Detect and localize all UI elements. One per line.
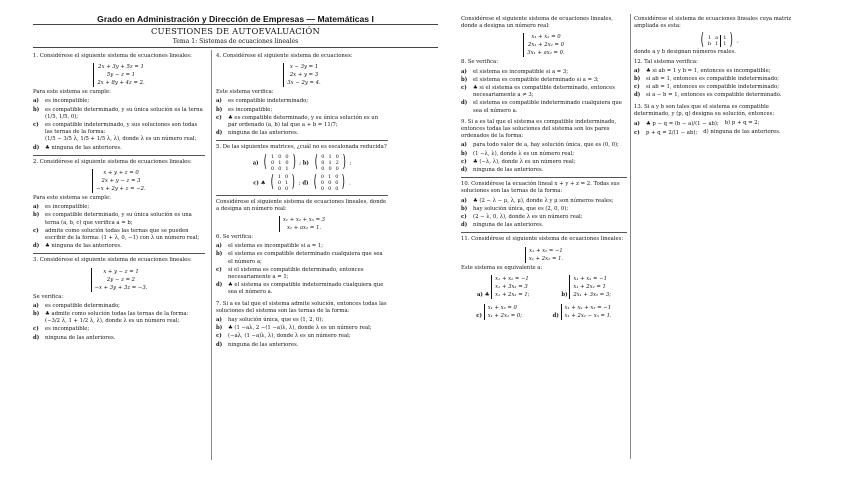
q11-system: [525, 247, 563, 263]
q5-matrix-b: ( 0 1 0 0 1 2 0 0 0 ): [314, 152, 346, 173]
question-13: [634, 104, 802, 139]
right-page: [456, 0, 848, 477]
question-8: [461, 16, 627, 115]
column-c: [461, 16, 627, 322]
q9-option-c[interactable]: c) ♣ (−λ, λ), donde λ es un número real;: [461, 158, 576, 165]
q5-matrix-c: ( 1 0 0 1 0 0 ): [270, 172, 296, 193]
q2-eq1: x + y + z = 0: [103, 170, 139, 177]
q10-option-b[interactable]: b) hay solución única, que es (2, 0, 0);: [461, 205, 569, 212]
q12-intro: Considérese el sistema de ecuaciones lineales cuya matriz ampliada es esta:: [634, 16, 792, 30]
column-b: [216, 53, 388, 350]
q8-option-c[interactable]: c) ♣ si el sistema es compatible determinado, entonces necesariamente a ≠ 3;: [461, 85, 615, 99]
q5-matrix-d: ( 0 1 0 0 0 0 0 0 0 ): [313, 172, 346, 193]
q13-option-b[interactable]: b) p + q = 2;: [724, 120, 760, 127]
q1-eq1: 2x + 3y + 5z = 1: [98, 64, 144, 71]
left-page: [33, 0, 438, 477]
q1-system: [93, 63, 144, 87]
q6-option-d[interactable]: d) ♣ el sistema es compatible indeterminado cualquiera que sea el número a.: [216, 282, 384, 296]
q10-option-a[interactable]: a) ♣ (2 − λ − μ, λ, μ), donde λ y μ son números reales;: [461, 197, 614, 204]
column-divider: [211, 50, 212, 460]
q9-stem: 9. Si a es tal que el sistema es compatible indeterminado, entonces todas las soluciones del sistema son los pares ordenados de la forma:: [461, 118, 617, 140]
q2-option-d[interactable]: d) ♣ ninguna de las anteriores.: [33, 243, 122, 250]
q12-option-b[interactable]: b) si ab = 1, entonces es compatible indeterminado;: [634, 76, 780, 83]
q12-after: donde a y b designan números reales.: [634, 49, 736, 56]
q2-system: [92, 169, 146, 193]
q3-eq2: 2y − z = 2: [106, 276, 136, 283]
header-rule-top: [33, 24, 438, 25]
question-4: [216, 53, 388, 137]
q10-option-c[interactable]: c) (2 − λ, 0, λ), donde λ es un número real;: [461, 214, 583, 221]
q6-option-c[interactable]: c) si el sistema es compatible determinado, entonces necesariamente a = 1;: [216, 266, 364, 281]
q2-eq2: 2x + y − z = 3: [101, 178, 141, 185]
separator: [461, 177, 627, 178]
column-divider: [630, 14, 631, 459]
q2-option-b[interactable]: b) es compatible determinado, y su única solución es una terna (a, b, c) que verifica a = b;: [33, 212, 192, 226]
q5-label-d[interactable]: d): [302, 180, 309, 187]
document-subtitle: CUESTIONES DE AUTOEVALUACIÓN: [150, 26, 321, 36]
separator: [216, 195, 388, 196]
separator: [461, 232, 627, 233]
q4-option-d[interactable]: d) ninguna de las anteriores.: [216, 130, 299, 137]
q3-stem: 3. Considérese el siguiente sistema de ecuaciones lineales:: [33, 257, 192, 264]
q6-stem: 6. Se verifica:: [216, 234, 253, 241]
question-6: [216, 199, 388, 297]
q7-option-c[interactable]: c) (−aλ, (1 −a)λ, λ), donde λ es un número real;: [216, 333, 351, 340]
document-title: Grado en Administración y Dirección de Empresas — Matemáticas I: [97, 14, 374, 24]
q11-eq1: x₁ + x₂ = −1: [529, 247, 563, 254]
q8-stem: 8. Se verifica:: [461, 59, 498, 66]
q10-option-d[interactable]: d) ninguna de las anteriores.: [461, 222, 544, 229]
q11-lead: Este sistema es equivalente a:: [461, 264, 543, 271]
question-2: [33, 159, 205, 251]
question-10: [461, 181, 627, 229]
question-11: [461, 236, 627, 321]
q4-option-b[interactable]: b) es incompatible;: [216, 106, 273, 113]
question-9: [461, 119, 627, 174]
q2-stem: 2. Considérese el siguiente sistema de ecuaciones lineales:: [33, 158, 192, 165]
q1-option-b[interactable]: b) es compatible determinado, y su única solución es la terna (1/5, 1/5, 0);: [33, 106, 203, 120]
q6-system: [279, 216, 325, 232]
q10-stem: 10. Considérese la ecuación lineal x + y + z = 2. Todas sus soluciones son las ternas de la forma:: [461, 181, 620, 195]
q1-eq3: 2x + 8y + 4z = 2.: [97, 80, 145, 87]
q9-option-d[interactable]: d) ninguna de las anteriores.: [461, 167, 544, 174]
column-a: [33, 53, 205, 343]
q6-eq1: x₁ + x₂ + x₃ = 3: [282, 217, 326, 224]
q4-eq1: x − 3y = 1: [289, 64, 319, 71]
q1-lead: Para este sistema se cumple:: [33, 89, 111, 96]
q4-lead: Este sistema verifica:: [216, 89, 274, 96]
q13-stem: 13. Si a y b son tales que el sistema es compatible determinado, y (p, q) designa su solución, entonces:: [634, 103, 775, 117]
q8-system: [523, 33, 564, 57]
q4-option-c[interactable]: c) ♣ es compatible determinado, y su única solución es un par ordenado (a, b) tal que a + b = 11/7;: [216, 114, 379, 129]
q1-stem: 1. Considérese el siguiente sistema de ecuaciones lineales:: [33, 53, 192, 59]
q12-stem: 12. Tal sistema verifica:: [634, 58, 698, 65]
q2-lead: Para este sistema se cumple:: [33, 195, 111, 202]
q3-system: [91, 268, 148, 292]
q4-eq2: 2x + y = 3: [289, 72, 319, 79]
q1-option-d[interactable]: d) ♣ ninguna de las anteriores.: [33, 144, 122, 151]
header-rule-bottom: [33, 47, 438, 48]
q4-option-a[interactable]: a) es compatible indeterminado;: [216, 98, 309, 105]
q7-option-a[interactable]: a) hay solución única, que es (1, 2, 0);: [216, 317, 324, 324]
q7-option-b[interactable]: b) ♣ (1 −aλ, 2 −(1 −a)λ, λ), donde λ es un número real;: [216, 325, 372, 332]
q4-eq3: 3x − 2y = 4.: [287, 80, 321, 87]
q13-option-a[interactable]: a) ♣ p − q = (b − a)/(1 − ab);: [634, 121, 719, 128]
q8-eq2: 2x₁ + 2x₂ = 0: [528, 42, 564, 49]
question-5: 5. De las siguientes matrices, ¿cuál no es escalonada reducida? a) ( 1 0 0 0 1 0 0 0 1 ) ; b) ( 0 1 0 0 1 2 0 0 0 ) ; c) ♣ ( 1 0 0 1 0 0 ) ; d) ( 0 1 0 0 0 0 0 0 0 ) .: [216, 144, 387, 193]
q9-option-a[interactable]: a) para todo valor de a, hay solución única, que es (0, 0);: [461, 142, 619, 149]
q1-eq2: 5y − z = 1: [106, 72, 136, 79]
question-3: [33, 257, 205, 341]
q11-eq2: x₁ + 2x₂ = 1.: [528, 255, 564, 262]
column-d: [634, 16, 802, 138]
q7-stem: 7. Si a es tal que el sistema admite solución, entonces todas las soluciones del sistema son las ternas de la forma:: [216, 300, 387, 314]
q2-option-a[interactable]: a) es incompatible;: [33, 204, 90, 211]
q13-option-d[interactable]: d) ninguna de las anteriores.: [703, 129, 781, 136]
q13-row-1: [634, 120, 802, 129]
q8-option-a[interactable]: a) el sistema es incompatible si a = 3;: [461, 68, 569, 75]
question-7: [216, 301, 388, 349]
q8-eq3: 3x₁ + ax₂ = 0.: [527, 50, 565, 57]
q11-option-c[interactable]: c) x₁ + x₂ = 0 x₁ + 2x₂ = 0;: [476, 304, 523, 319]
q5-label-a[interactable]: a): [252, 160, 259, 167]
q7-option-d[interactable]: d) ninguna de las anteriores.: [216, 341, 299, 348]
q4-system: [283, 63, 320, 87]
q3-option-b[interactable]: b) ♣ admite como solución todas las ternas de la forma: (−3/2 λ, 1 + 1/2 λ, λ), donde λ es un número real;: [33, 311, 189, 325]
q1-option-c[interactable]: c) es compatible indeterminado, y sus soluciones son todas las ternas de la forma: (1/5 − 3/5 λ, 1/5 + 1/5 λ, λ), donde λ es un número real;: [33, 122, 198, 143]
q8-eq1: x₁ + x₂ = 0: [531, 34, 561, 41]
q11-option-d[interactable]: d) x₁ + x₂ + x₃ = −1 x₁ + 2x₂ − x₃ = 1.: [552, 304, 612, 319]
q12-matrix: ( 1 a 1 b 1 1 ): [700, 30, 734, 51]
q12-option-a[interactable]: a) ♣ si ab = 1 y b = 1, entonces es incompatible;: [634, 67, 771, 74]
q6-intro: Considérese el siguiente sistema de ecuaciones lineales, donde a designa un número real:: [216, 198, 387, 212]
q13-option-c[interactable]: c) p + q = 2/(1 − ab);: [634, 130, 698, 137]
q3-eq1: x + y − z = 1: [103, 268, 139, 275]
q3-lead: Se verifica:: [33, 293, 64, 300]
q5-matrix-a: ( 1 0 0 0 1 0 0 0 1 ): [264, 152, 296, 173]
question-12: Considérese el sistema de ecuaciones lineales cuya matriz ampliada es esta: ( 1 a 1 b 1 1 ) , donde a y b designan números reales. 12. Tal sistema verifica: a) ♣ si ab = 1 y b = 1, entonces es incompatible; b) si ab = 1, entonces es compatible indeterminado; c) si ab = 1, entonces es compatible indeterminado; d) si a − b = 1, entonces es compatible determinado.: [634, 16, 802, 100]
question-1: [33, 53, 205, 152]
q9-option-b[interactable]: b) (1 −λ, λ), donde λ es un número real;: [461, 150, 575, 157]
q8-option-d[interactable]: d) el sistema es compatible indeterminado cualquiera que sea el número a.: [461, 100, 622, 114]
q5-label-c[interactable]: c) ♣: [253, 180, 266, 187]
q6-option-a[interactable]: a) el sistema es incompatible si a = 1;: [216, 243, 324, 250]
separator: [33, 155, 205, 156]
q3-option-a[interactable]: a) es compatible determinado;: [33, 302, 120, 309]
theme-label: Tema 1: Sistemas de ecuaciones lineales: [172, 38, 299, 45]
q3-option-c[interactable]: c) es incompatible;: [33, 326, 90, 333]
q3-option-d[interactable]: d) ninguna de las anteriores.: [33, 334, 116, 341]
q11-stem: 11. Considérese el siguiente sistema de ecuaciones lineales:: [461, 236, 624, 243]
q2-eq3: −x + 2y + z = −2.: [96, 186, 146, 193]
separator: [33, 253, 205, 254]
q12-option-c[interactable]: c) si ab = 1, entonces es compatible indeterminado;: [634, 84, 780, 91]
q5-label-b[interactable]: b): [302, 160, 309, 167]
q8-intro: Considérese el siguiente sistema de ecuaciones lineales, donde a designa un número real:: [461, 16, 613, 30]
q1-option-a[interactable]: a) es incompatible;: [33, 98, 90, 105]
q13-row-2: [634, 129, 802, 138]
q5-stem: 5. De las siguientes matrices, ¿cuál no es escalonada reducida?: [216, 144, 387, 151]
q6-eq2: x₁ + ax₂ = 1.: [286, 225, 322, 232]
q4-stem: 4. Considérese el siguiente sistema de ecuaciones:: [216, 53, 353, 59]
q8-option-b[interactable]: b) el sistema es compatible determinado si a = 3;: [461, 76, 599, 83]
q11-option-a[interactable]: a) ♣ x₁ + x₂ = −1 x₁ + 3x₂ = 3 x₁ + 2x₂ = 1;: [476, 275, 530, 298]
q6-option-b[interactable]: b) el sistema es compatible determinado cualquiera que sea el número a;: [216, 251, 383, 265]
q2-option-c[interactable]: c) admite como solución todas las ternas que se pueden escribir de la forma: (1 + λ, 0, −1) con λ un número real;: [33, 227, 200, 242]
q12-option-d[interactable]: d) si a − b = 1, entonces es compatible determinado.: [634, 92, 782, 99]
separator: [216, 140, 388, 141]
q3-eq3: −x + 3y + 3z = −3.: [94, 284, 148, 291]
q11-option-b[interactable]: b) x₁ + x₂ = −1 x₁ + 2x₂ = 1 2x₁ + 3x₂ = 3;: [561, 275, 612, 298]
